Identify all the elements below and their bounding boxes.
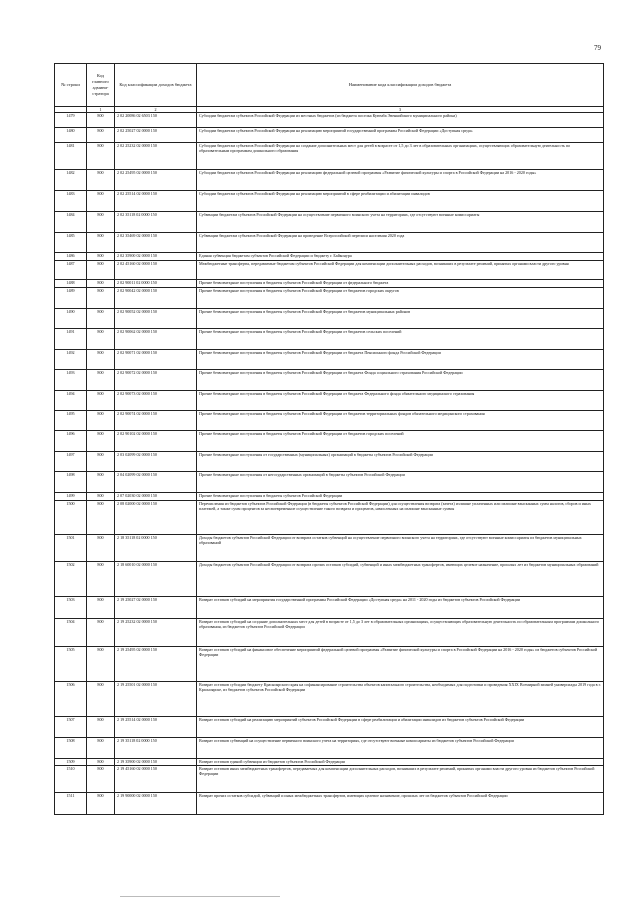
table-row: [55, 113, 604, 128]
row-number-cell: 1494: [55, 391, 87, 411]
classification-code-cell: 2 19 25232 02 0000 150: [115, 619, 197, 647]
code-name-cell: Прочие безвозмездные поступления в бюджеты субъектов Российской Федерации: [197, 493, 604, 501]
classification-code-cell: 2 02 25232 02 0000 150: [115, 143, 197, 170]
admin-code-cell: 800: [87, 717, 115, 738]
classification-code-cell: 2 02 90062 02 0000 150: [115, 329, 197, 350]
table-row: [55, 738, 604, 759]
row-number-cell: 1504: [55, 619, 87, 647]
admin-code-cell: 800: [87, 501, 115, 535]
code-name-cell: Прочие безвозмездные поступления в бюджеты субъектов Российской Федерации от бюджетов сельских поселений: [197, 329, 604, 350]
classification-code-cell: 2 02 90072 02 0000 150: [115, 370, 197, 391]
classification-code-cell: 2 02 90102 02 0000 150: [115, 431, 197, 452]
header-row-number: № строки: [55, 64, 87, 107]
row-number-cell: 1497: [55, 452, 87, 472]
row-number-cell: 1499: [55, 493, 87, 501]
classification-code-cell: 2 19 35118 02 0000 150: [115, 738, 197, 759]
code-name-cell: Прочие безвозмездные поступления в бюджеты субъектов Российской Федерации от бюджетов муниципальных районов: [197, 309, 604, 329]
row-number-cell: 1500: [55, 501, 87, 535]
classification-code-cell: 2 03 02099 02 0000 150: [115, 452, 197, 472]
row-number-cell: 1505: [55, 647, 87, 682]
code-name-cell: Возврат остатков субсидий на реализацию мероприятий субъектов Российской Федерации в сфере реабилитации и абилитации инвалидов из бюджетов субъектов Российской Федерации: [197, 717, 604, 738]
code-name-cell: Субсидии бюджетам субъектов Российской Федерации на реализацию федеральной целевой программы «Развитие физической культуры и спорта в Российской Федерации на 2016 - 2020 годы»: [197, 170, 604, 191]
admin-code-cell: 800: [87, 472, 115, 493]
admin-code-cell: 800: [87, 562, 115, 597]
classification-code-cell: 2 02 35900 02 0000 150: [115, 253, 197, 261]
classification-code-cell: 2 19 25495 02 0000 150: [115, 647, 197, 682]
code-name-cell: Возврат остатков субсидии бюджету Красноярского края на софинансирование строительства объектов капитального строительства, необходимых для подготовки и проведения XXIX Всемирной зимней универсиады 2019 года в г. Красноярске, из бюджетов субъектов Российской Федерации: [197, 682, 604, 717]
code-name-cell: Возврат остатков единой субвенции из бюджетов субъектов Российской Федерации: [197, 759, 604, 766]
row-number-cell: 1506: [55, 682, 87, 717]
classification-code-cell: 2 18 35118 02 0000 150: [115, 535, 197, 562]
admin-code-cell: 800: [87, 647, 115, 682]
admin-code-cell: 800: [87, 170, 115, 191]
table-row: [55, 411, 604, 431]
row-number-cell: 1488: [55, 280, 87, 288]
row-number-cell: 1495: [55, 411, 87, 431]
admin-code-cell: 800: [87, 212, 115, 233]
admin-code-cell: 800: [87, 452, 115, 472]
row-number-cell: 1508: [55, 738, 87, 759]
table-row: [55, 143, 604, 170]
classification-code-cell: 2 02 35469 02 0000 150: [115, 233, 197, 253]
row-number-cell: 1485: [55, 233, 87, 253]
row-number-cell: 1493: [55, 370, 87, 391]
classification-code-cell: 2 07 02030 02 0000 150: [115, 493, 197, 501]
row-number-cell: 1487: [55, 261, 87, 280]
code-name-cell: Возврат остатков иных межбюджетных трансфертов, передаваемых для компенсации дополнительных расходов, возникших в результате решений, принятых органами власти другого уровня из бюджетов субъектов Российской Федерации: [197, 766, 604, 793]
table-row: [55, 309, 604, 329]
table-row: [55, 431, 604, 452]
code-name-cell: Субсидии бюджетам субъектов Российской Федерации из местных бюджетов (из бюджета поселка Куюмба Эвенкийского муниципального района): [197, 113, 604, 128]
classification-code-cell: 2 19 45160 02 0000 150: [115, 766, 197, 793]
classification-code-cell: 2 02 90073 02 0000 150: [115, 391, 197, 411]
classification-code-cell: 2 19 90000 02 0000 150: [115, 793, 197, 815]
admin-code-cell: 800: [87, 233, 115, 253]
budget-classification-table: [54, 63, 604, 815]
table-row: [55, 253, 604, 261]
code-name-cell: Субсидии бюджетам субъектов Российской Федерации на создание дополнительных мест для детей в возрасте от 1,5 до 3 лет в образовательных организациях, осуществляющих образовательную деятельность по образовательным программам дошкольного образования: [197, 143, 604, 170]
table-row: [55, 597, 604, 619]
row-number-cell: 1496: [55, 431, 87, 452]
code-name-cell: Прочие безвозмездные поступления от государственных (муниципальных) организаций в бюджеты субъектов Российской Федерации: [197, 452, 604, 472]
classification-code-cell: 2 19 25027 02 0000 150: [115, 597, 197, 619]
row-number-cell: 1492: [55, 350, 87, 370]
admin-code-cell: 800: [87, 535, 115, 562]
admin-code-cell: 800: [87, 619, 115, 647]
admin-code-cell: 800: [87, 253, 115, 261]
row-number-cell: 1507: [55, 717, 87, 738]
classification-code-cell: 2 02 90071 02 0000 150: [115, 350, 197, 370]
table-row: [55, 170, 604, 191]
admin-code-cell: 800: [87, 288, 115, 309]
admin-code-cell: 800: [87, 759, 115, 766]
table-row: [55, 128, 604, 143]
table-row: [55, 472, 604, 493]
row-number-cell: 1498: [55, 472, 87, 493]
footer-divider: [120, 896, 280, 897]
admin-code-cell: 800: [87, 597, 115, 619]
table-row: [55, 452, 604, 472]
code-name-cell: Возврат остатков субсидий на финансовое обеспечение мероприятий федеральной целевой программы «Развитие физической культуры и спорта в Российской Федерации на 2016 - 2020 годы» из бюджетов субъектов Российской Федерации: [197, 647, 604, 682]
column-index-3: 3: [197, 107, 604, 113]
row-number-cell: 1511: [55, 793, 87, 815]
table-row: [55, 793, 604, 815]
admin-code-cell: 800: [87, 682, 115, 717]
table-row: [55, 766, 604, 793]
row-number-cell: 1486: [55, 253, 87, 261]
admin-code-cell: 800: [87, 143, 115, 170]
classification-code-cell: 2 02 20086 02 6503 150: [115, 113, 197, 128]
code-name-cell: Субсидии бюджетам субъектов Российской Федерации на реализацию мероприятий государственной программы Российской Федерации «Доступная среда»: [197, 128, 604, 143]
classification-code-cell: 2 08 02000 02 0000 150: [115, 501, 197, 535]
classification-code-cell: 2 02 25027 02 0000 150: [115, 128, 197, 143]
code-name-cell: Субсидии бюджетам субъектов Российской Федерации на реализацию мероприятий в сфере реабилитации и абилитации инвалидов: [197, 191, 604, 212]
code-name-cell: Возврат остатков субсидий на мероприятия государственной программы Российской Федерации «Доступная среда» на 2011 - 2020 годы из бюджетов субъектов Российской Федерации: [197, 597, 604, 619]
admin-code-cell: 800: [87, 370, 115, 391]
admin-code-cell: 800: [87, 738, 115, 759]
table-row: [55, 619, 604, 647]
classification-code-cell: 2 02 45160 02 0000 150: [115, 261, 197, 280]
code-name-cell: Субвенции бюджетам субъектов Российской Федерации на проведение Всероссийской переписи населения 2020 года: [197, 233, 604, 253]
admin-code-cell: 800: [87, 431, 115, 452]
table-row: [55, 288, 604, 309]
table-row: [55, 350, 604, 370]
admin-code-cell: 800: [87, 493, 115, 501]
classification-code-cell: 2 19 25501 02 0000 150: [115, 682, 197, 717]
row-number-cell: 1479: [55, 113, 87, 128]
code-name-cell: Возврат остатков субсидий на создание дополнительных мест для детей в возрасте от 1,5 до 3 лет в образовательных организациях, осуществляющих образовательную деятельность по образовательным программам дошкольного образования, из бюджетов субъектов Российской Федерации: [197, 619, 604, 647]
row-number-cell: 1489: [55, 288, 87, 309]
admin-code-cell: 800: [87, 793, 115, 815]
row-number-cell: 1480: [55, 128, 87, 143]
admin-code-cell: 800: [87, 128, 115, 143]
header-admin-code: Код главного админи- стратора: [87, 64, 115, 107]
header-classification-code: Код классификации доходов бюджета: [115, 64, 197, 107]
table-row: [55, 562, 604, 597]
code-name-cell: Прочие безвозмездные поступления в бюджеты субъектов Российской Федерации от бюджетов городских округов: [197, 288, 604, 309]
code-name-cell: Единая субвенция бюджетам субъектов Российской Федерации и бюджету г. Байконура: [197, 253, 604, 261]
row-number-cell: 1510: [55, 766, 87, 793]
table-row: [55, 647, 604, 682]
table-row: [55, 535, 604, 562]
row-number-cell: 1502: [55, 562, 87, 597]
code-name-cell: Возврат остатков субвенций на осуществление первичного воинского учета на территориях, где отсутствуют военные комиссариаты из бюджетов субъектов Российской Федерации: [197, 738, 604, 759]
table-row: [55, 261, 604, 280]
admin-code-cell: 800: [87, 411, 115, 431]
admin-code-cell: 800: [87, 766, 115, 793]
row-number-cell: 1491: [55, 329, 87, 350]
table-row: [55, 759, 604, 766]
table-row: [55, 370, 604, 391]
table-header-row: [55, 64, 604, 107]
code-name-cell: Возврат прочих остатков субсидий, субвенций и иных межбюджетных трансфертов, имеющих целевое назначение, прошлых лет из бюджетов субъектов Российской Федерации: [197, 793, 604, 815]
row-number-cell: 1503: [55, 597, 87, 619]
table-row: [55, 391, 604, 411]
row-number-cell: 1484: [55, 212, 87, 233]
table-row: [55, 212, 604, 233]
code-name-cell: Межбюджетные трансферты, передаваемые бюджетам субъектов Российской Федерации для компенсации дополнительных расходов, возникших в результате решений, принятых органами власти другого уровня: [197, 261, 604, 280]
table-row: [55, 191, 604, 212]
classification-code-cell: 2 18 60010 02 0000 150: [115, 562, 197, 597]
classification-code-cell: 2 19 25514 02 0000 150: [115, 717, 197, 738]
code-name-cell: Перечисления из бюджетов субъектов Российской Федерации (в бюджеты субъектов Российской Федерации) для осуществления возврата (зачета) излишне уплаченных или излишне взысканных сумм налогов, сборов и иных платежей, а также сумм процентов за несвоевременное осуществление такого возврата и процентов, начисленных на излишне взысканные суммы: [197, 501, 604, 535]
classification-code-cell: 2 02 25495 02 0000 150: [115, 170, 197, 191]
table-row: [55, 717, 604, 738]
classification-code-cell: 2 02 25514 02 0000 150: [115, 191, 197, 212]
table-row: [55, 501, 604, 535]
code-name-cell: Прочие безвозмездные поступления в бюджеты субъектов Российской Федерации от бюджета Федерального фонда обязательного медицинского страхования: [197, 391, 604, 411]
classification-code-cell: 2 02 90042 02 0000 150: [115, 288, 197, 309]
header-code-name: Наименование кода классификации доходов бюджета: [197, 64, 604, 107]
code-name-cell: Прочие безвозмездные поступления в бюджеты субъектов Российской Федерации от бюджетов городских поселений: [197, 431, 604, 452]
code-name-cell: Доходы бюджетов субъектов Российской Федерации от возврата прочих остатков субсидий, субвенций и иных межбюджетных трансфертов, имеющих целевое назначение, прошлых лет из бюджетов муниципальных образований: [197, 562, 604, 597]
admin-code-cell: 800: [87, 113, 115, 128]
admin-code-cell: 800: [87, 309, 115, 329]
classification-code-cell: 2 02 90011 02 0000 150: [115, 280, 197, 288]
admin-code-cell: 800: [87, 350, 115, 370]
row-number-cell: 1483: [55, 191, 87, 212]
row-number-cell: 1501: [55, 535, 87, 562]
admin-code-cell: 800: [87, 329, 115, 350]
row-number-cell: 1481: [55, 143, 87, 170]
admin-code-cell: 800: [87, 280, 115, 288]
column-index-1: 1: [87, 107, 115, 113]
code-name-cell: Прочие безвозмездные поступления в бюджеты субъектов Российской Федерации от федерального бюджета: [197, 280, 604, 288]
row-number-cell: 1490: [55, 309, 87, 329]
code-name-cell: Прочие безвозмездные поступления в бюджеты субъектов Российской Федерации от бюджета Пенсионного фонда Российской Федерации: [197, 350, 604, 370]
code-name-cell: Прочие безвозмездные поступления в бюджеты субъектов Российской Федерации от бюджетов территориальных фондов обязательного медицинского страхования: [197, 411, 604, 431]
classification-code-cell: 2 19 35900 02 0000 150: [115, 759, 197, 766]
table-body: [55, 113, 604, 815]
page-number: 79: [594, 44, 601, 52]
table-row: [55, 682, 604, 717]
admin-code-cell: 800: [87, 261, 115, 280]
column-index-2: 2: [115, 107, 197, 113]
row-number-cell: 1509: [55, 759, 87, 766]
classification-code-cell: 2 02 90052 02 0000 150: [115, 309, 197, 329]
code-name-cell: Доходы бюджетов субъектов Российской Федерации от возврата остатков субвенций на осуществление первичного воинского учета на территориях, где отсутствуют военные комиссариаты из бюджетов муниципальных образований: [197, 535, 604, 562]
classification-code-cell: 2 04 02099 02 0000 150: [115, 472, 197, 493]
code-name-cell: Субвенции бюджетам субъектов Российской Федерации на осуществление первичного воинского учета на территориях, где отсутствуют военные комиссариаты: [197, 212, 604, 233]
table-row: [55, 233, 604, 253]
table-row: [55, 329, 604, 350]
classification-code-cell: 2 02 90074 02 0000 150: [115, 411, 197, 431]
table-row: [55, 280, 604, 288]
code-name-cell: Прочие безвозмездные поступления от негосударственных организаций в бюджеты субъектов Российской Федерации: [197, 472, 604, 493]
table-row: [55, 493, 604, 501]
admin-code-cell: 800: [87, 391, 115, 411]
code-name-cell: Прочие безвозмездные поступления в бюджеты субъектов Российской Федерации от бюджета Фонда социального страхования Российской Федерации: [197, 370, 604, 391]
classification-code-cell: 2 02 35118 02 0000 150: [115, 212, 197, 233]
row-number-cell: 1482: [55, 170, 87, 191]
admin-code-cell: 800: [87, 191, 115, 212]
